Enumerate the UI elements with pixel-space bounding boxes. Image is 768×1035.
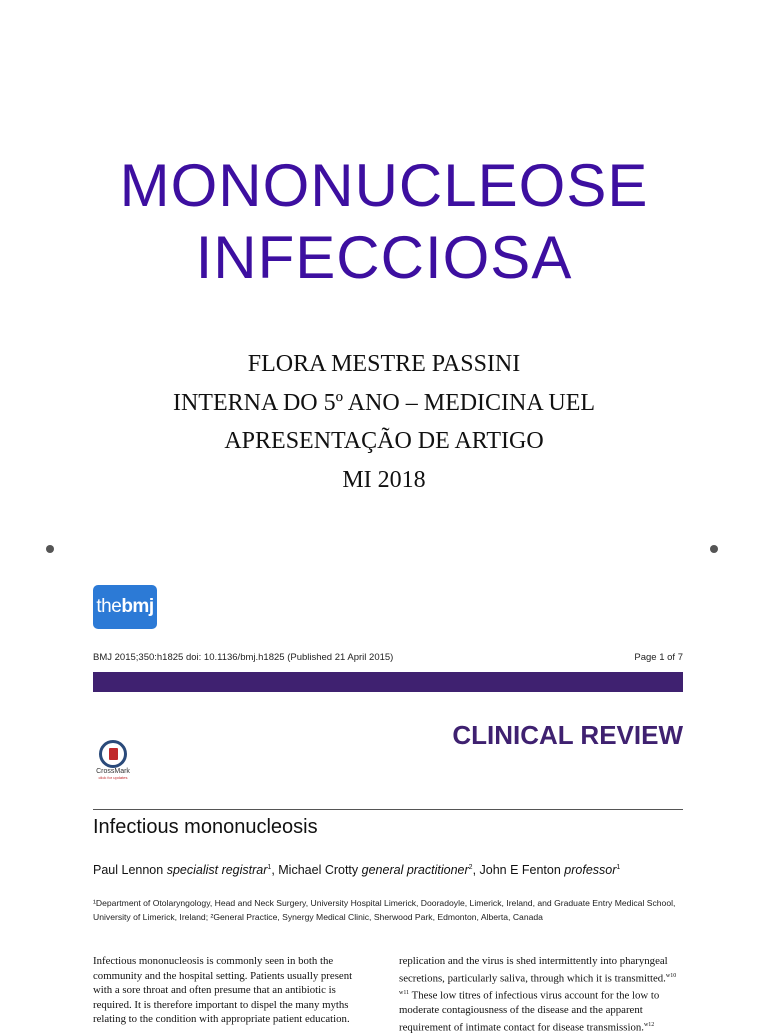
body-column-right bbox=[399, 954, 679, 1035]
body-line: community and the hospital setting. Patients usually present bbox=[93, 969, 353, 982]
body-line: required. It is therefore important to dispel the many myths bbox=[93, 998, 349, 1011]
header-bar bbox=[93, 672, 683, 692]
divider bbox=[93, 809, 683, 810]
body-line: replication and the virus is shed intermittently into pharyngeal bbox=[399, 955, 668, 967]
article-authors: Paul Lennon specialist registrar$^1$, Michael Crotty general practitioner$^2$, John E Fenton professor$^1$ bbox=[93, 863, 621, 877]
slide-subtitle bbox=[0, 345, 768, 499]
article-title: Infectious mononucleosis bbox=[93, 816, 318, 838]
slide-title bbox=[0, 150, 768, 294]
body-line: relating to the condition with appropriate patient education. bbox=[93, 1013, 350, 1026]
slide-title-line2: INFECCIOSA bbox=[195, 224, 573, 291]
presenter-role: INTERNA DO 5º ANO – MEDICINA UEL bbox=[172, 389, 596, 416]
crossmark-sub: click for updates bbox=[98, 775, 128, 780]
body-line: with a sore throat and often presume that an antibiotic is bbox=[93, 984, 336, 997]
crossmark-icon bbox=[99, 740, 127, 768]
crossmark-label: CrossMark bbox=[96, 768, 130, 775]
bullet-dot-left bbox=[46, 545, 54, 553]
bmj-logo: thebmj bbox=[93, 585, 157, 629]
body-line: moderate contagiousness of the disease and the apparent bbox=[399, 1003, 643, 1016]
body-line: $^{w11}$ These low titres of infectious virus account for the low to bbox=[399, 989, 660, 1002]
slide-title-line1: MONONUCLEOSE bbox=[119, 152, 649, 219]
body-line: requirement of intimate contact for disease transmission.$^{w12}$ bbox=[399, 1021, 655, 1034]
body-line: Infectious mononucleosis is commonly seen in both the bbox=[93, 955, 334, 967]
bullet-dot-right bbox=[710, 545, 718, 553]
presentation-type: APRESENTAÇÃO DE ARTIGO bbox=[224, 428, 544, 454]
body-column-left bbox=[93, 954, 373, 1027]
presentation-date: MI 2018 bbox=[342, 466, 426, 493]
crossmark-badge bbox=[93, 740, 133, 780]
section-heading: CLINICAL REVIEW bbox=[452, 720, 683, 750]
article-citation: BMJ 2015;350:h1825 doi: 10.1136/bmj.h1825 (Published 21 April 2015) bbox=[93, 652, 394, 663]
article-affiliations: ¹Department of Otolaryngology, Head and Neck Surgery, University Hospital Limerick, Dooradoyle, Limerick, Ireland, and Graduate Entry Medical School, University of Limerick, Ireland; ²General Practice, Synergy Medical Clinic, Sherwood Park, Edmonton, Alberta, Canada bbox=[93, 898, 676, 922]
article-image bbox=[93, 580, 683, 1034]
page-number: Page 1 of 7 bbox=[634, 652, 683, 663]
body-line: secretions, particularly saliva, through which it is transmitted.$^{w10}$ bbox=[399, 972, 677, 985]
presenter-name: FLORA MESTRE PASSINI bbox=[247, 351, 521, 377]
